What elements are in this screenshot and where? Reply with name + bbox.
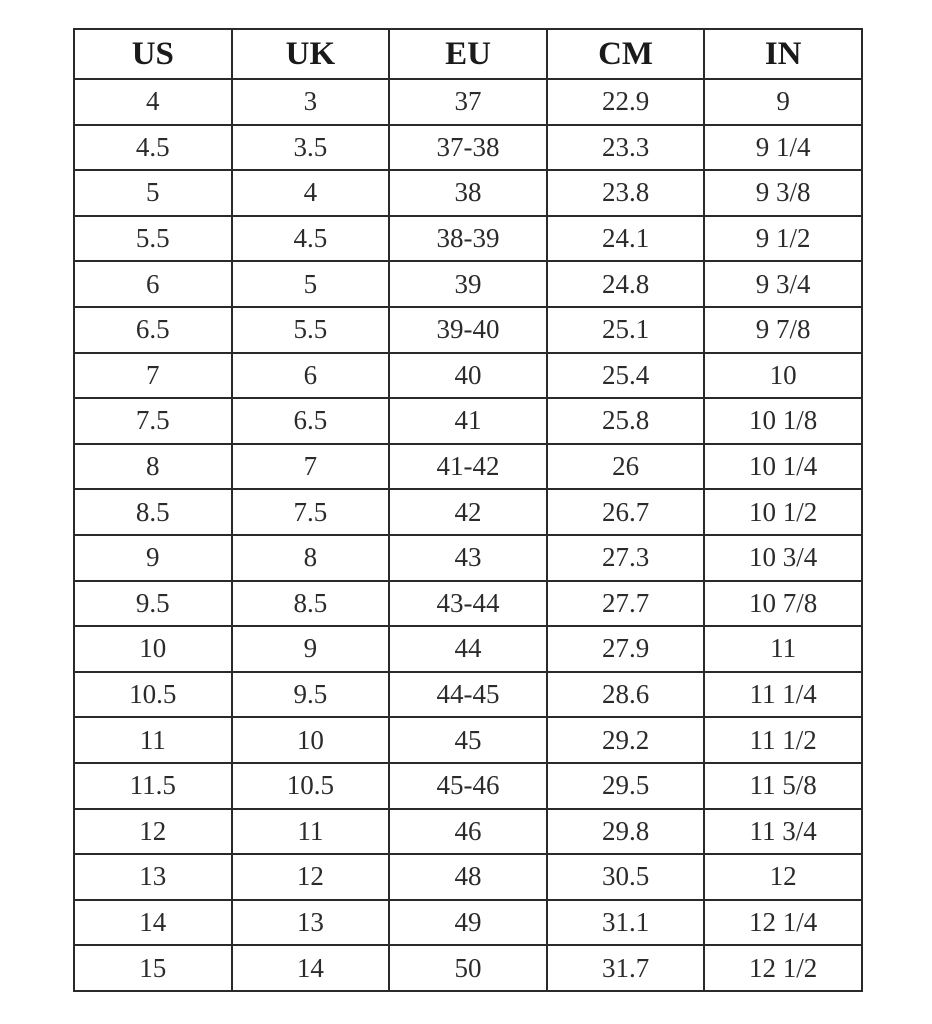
table-cell-uk: 5 bbox=[232, 261, 390, 307]
table-cell-eu: 43 bbox=[389, 535, 547, 581]
table-cell-in: 9 3/4 bbox=[704, 261, 862, 307]
table-row bbox=[74, 535, 862, 581]
table-row bbox=[74, 763, 862, 809]
table-cell-us: 12 bbox=[74, 809, 232, 855]
table-row bbox=[74, 307, 862, 353]
table-cell-cm: 25.1 bbox=[547, 307, 705, 353]
table-cell-eu: 39 bbox=[389, 261, 547, 307]
table-cell-us: 8 bbox=[74, 444, 232, 490]
table-cell-uk: 8.5 bbox=[232, 581, 390, 627]
table-cell-uk: 5.5 bbox=[232, 307, 390, 353]
table-cell-us: 4.5 bbox=[74, 125, 232, 171]
table-cell-us: 14 bbox=[74, 900, 232, 946]
table-cell-uk: 9.5 bbox=[232, 672, 390, 718]
table-cell-us: 10.5 bbox=[74, 672, 232, 718]
table-cell-cm: 23.8 bbox=[547, 170, 705, 216]
table-cell-eu: 46 bbox=[389, 809, 547, 855]
table-cell-cm: 27.9 bbox=[547, 626, 705, 672]
table-cell-eu: 42 bbox=[389, 489, 547, 535]
table-cell-cm: 22.9 bbox=[547, 79, 705, 125]
table-cell-cm: 29.5 bbox=[547, 763, 705, 809]
table-row bbox=[74, 216, 862, 262]
table-cell-eu: 39-40 bbox=[389, 307, 547, 353]
table-row bbox=[74, 125, 862, 171]
table-cell-cm: 26 bbox=[547, 444, 705, 490]
table-cell-us: 9.5 bbox=[74, 581, 232, 627]
table-cell-us: 7 bbox=[74, 353, 232, 399]
table-row bbox=[74, 170, 862, 216]
table-cell-eu: 45-46 bbox=[389, 763, 547, 809]
table-cell-in: 9 1/4 bbox=[704, 125, 862, 171]
table-cell-uk: 4.5 bbox=[232, 216, 390, 262]
table-cell-uk: 13 bbox=[232, 900, 390, 946]
table-cell-uk: 4 bbox=[232, 170, 390, 216]
table-cell-cm: 31.1 bbox=[547, 900, 705, 946]
table-cell-cm: 24.1 bbox=[547, 216, 705, 262]
table-cell-eu: 41-42 bbox=[389, 444, 547, 490]
column-header-in: IN bbox=[704, 29, 862, 79]
table-cell-in: 11 1/2 bbox=[704, 717, 862, 763]
table-cell-in: 9 7/8 bbox=[704, 307, 862, 353]
table-row bbox=[74, 717, 862, 763]
table-cell-cm: 27.7 bbox=[547, 581, 705, 627]
table-cell-uk: 6.5 bbox=[232, 398, 390, 444]
table-cell-us: 7.5 bbox=[74, 398, 232, 444]
table-cell-uk: 7.5 bbox=[232, 489, 390, 535]
table-cell-cm: 29.2 bbox=[547, 717, 705, 763]
table-cell-in: 9 3/8 bbox=[704, 170, 862, 216]
table-cell-uk: 10 bbox=[232, 717, 390, 763]
header-row bbox=[74, 29, 862, 79]
table-cell-us: 4 bbox=[74, 79, 232, 125]
table-cell-cm: 31.7 bbox=[547, 945, 705, 991]
table-cell-us: 6 bbox=[74, 261, 232, 307]
table-cell-eu: 44-45 bbox=[389, 672, 547, 718]
table-row bbox=[74, 900, 862, 946]
table-cell-us: 6.5 bbox=[74, 307, 232, 353]
table-cell-in: 12 1/4 bbox=[704, 900, 862, 946]
table-cell-in: 10 3/4 bbox=[704, 535, 862, 581]
table-cell-cm: 29.8 bbox=[547, 809, 705, 855]
table-row bbox=[74, 79, 862, 125]
table-row bbox=[74, 489, 862, 535]
table-cell-us: 11 bbox=[74, 717, 232, 763]
table-row bbox=[74, 945, 862, 991]
table-row bbox=[74, 261, 862, 307]
table-cell-in: 10 1/8 bbox=[704, 398, 862, 444]
table-cell-cm: 25.8 bbox=[547, 398, 705, 444]
table-cell-cm: 25.4 bbox=[547, 353, 705, 399]
table-cell-in: 10 7/8 bbox=[704, 581, 862, 627]
table-row bbox=[74, 809, 862, 855]
table-cell-uk: 10.5 bbox=[232, 763, 390, 809]
table-cell-in: 12 1/2 bbox=[704, 945, 862, 991]
table-cell-eu: 43-44 bbox=[389, 581, 547, 627]
column-header-cm: CM bbox=[547, 29, 705, 79]
table-cell-cm: 28.6 bbox=[547, 672, 705, 718]
table-cell-uk: 12 bbox=[232, 854, 390, 900]
table-cell-uk: 8 bbox=[232, 535, 390, 581]
table-cell-uk: 9 bbox=[232, 626, 390, 672]
table-row bbox=[74, 672, 862, 718]
table-cell-us: 9 bbox=[74, 535, 232, 581]
table-cell-cm: 24.8 bbox=[547, 261, 705, 307]
table-cell-in: 11 bbox=[704, 626, 862, 672]
table-cell-eu: 40 bbox=[389, 353, 547, 399]
table-cell-in: 11 1/4 bbox=[704, 672, 862, 718]
table-cell-uk: 14 bbox=[232, 945, 390, 991]
table-cell-eu: 44 bbox=[389, 626, 547, 672]
table-cell-in: 11 5/8 bbox=[704, 763, 862, 809]
column-header-us: US bbox=[74, 29, 232, 79]
table-cell-eu: 38-39 bbox=[389, 216, 547, 262]
table-cell-us: 8.5 bbox=[74, 489, 232, 535]
table-cell-uk: 7 bbox=[232, 444, 390, 490]
table-row bbox=[74, 444, 862, 490]
table-cell-in: 11 3/4 bbox=[704, 809, 862, 855]
table-body bbox=[74, 79, 862, 991]
table-cell-cm: 30.5 bbox=[547, 854, 705, 900]
table-cell-us: 5 bbox=[74, 170, 232, 216]
table-cell-uk: 11 bbox=[232, 809, 390, 855]
column-header-eu: EU bbox=[389, 29, 547, 79]
table-cell-us: 13 bbox=[74, 854, 232, 900]
table-row bbox=[74, 353, 862, 399]
table-cell-in: 12 bbox=[704, 854, 862, 900]
table-cell-eu: 37-38 bbox=[389, 125, 547, 171]
table-cell-us: 15 bbox=[74, 945, 232, 991]
table-cell-eu: 37 bbox=[389, 79, 547, 125]
table-cell-cm: 27.3 bbox=[547, 535, 705, 581]
table-cell-cm: 26.7 bbox=[547, 489, 705, 535]
table-cell-in: 10 bbox=[704, 353, 862, 399]
table-cell-uk: 3.5 bbox=[232, 125, 390, 171]
table-cell-eu: 38 bbox=[389, 170, 547, 216]
table-cell-us: 11.5 bbox=[74, 763, 232, 809]
table-cell-uk: 6 bbox=[232, 353, 390, 399]
table-row bbox=[74, 398, 862, 444]
table-row bbox=[74, 626, 862, 672]
table-cell-eu: 45 bbox=[389, 717, 547, 763]
table-cell-us: 10 bbox=[74, 626, 232, 672]
shoe-size-conversion-table bbox=[73, 28, 863, 992]
table-cell-eu: 49 bbox=[389, 900, 547, 946]
column-header-uk: UK bbox=[232, 29, 390, 79]
table-cell-in: 10 1/2 bbox=[704, 489, 862, 535]
table-cell-us: 5.5 bbox=[74, 216, 232, 262]
table-cell-eu: 48 bbox=[389, 854, 547, 900]
table-cell-eu: 50 bbox=[389, 945, 547, 991]
table-cell-uk: 3 bbox=[232, 79, 390, 125]
table-cell-cm: 23.3 bbox=[547, 125, 705, 171]
table-cell-in: 9 bbox=[704, 79, 862, 125]
table-row bbox=[74, 854, 862, 900]
table-cell-in: 9 1/2 bbox=[704, 216, 862, 262]
table-cell-eu: 41 bbox=[389, 398, 547, 444]
table-row bbox=[74, 581, 862, 627]
table-cell-in: 10 1/4 bbox=[704, 444, 862, 490]
table-header bbox=[74, 29, 862, 79]
